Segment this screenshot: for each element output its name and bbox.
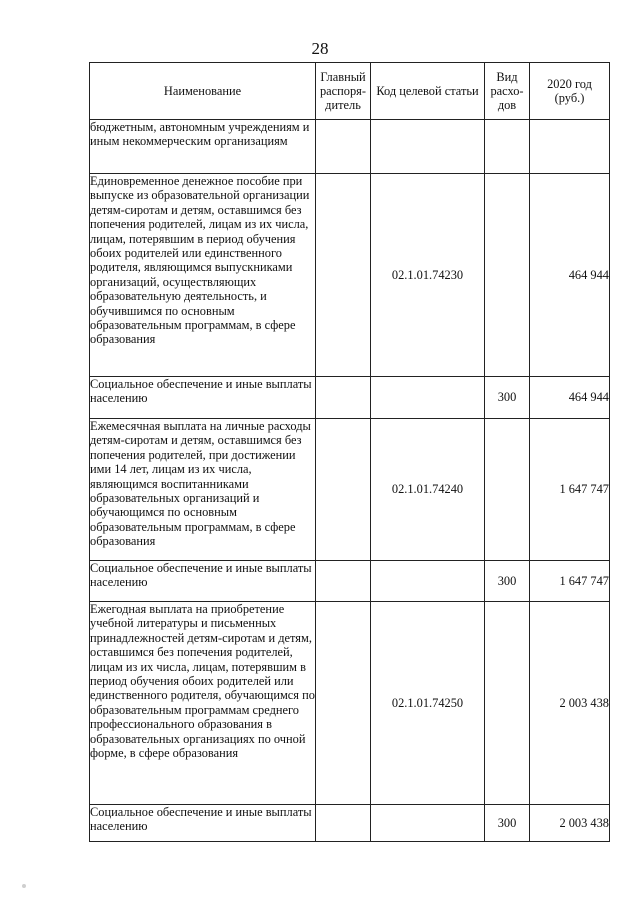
table-row bbox=[90, 120, 610, 174]
row-code-cell: 02.1.01.74230 bbox=[371, 174, 485, 377]
budget-table bbox=[89, 62, 610, 842]
header-code: Код целевой статьи bbox=[371, 63, 485, 120]
row-sum-cell bbox=[530, 120, 610, 174]
row-name-cell: Социальное обеспечение и иные выплаты населению bbox=[90, 377, 316, 419]
row-code-cell bbox=[371, 561, 485, 602]
row-name-cell: Социальное обеспечение и иные выплаты населению bbox=[90, 561, 316, 602]
row-admin-cell bbox=[316, 174, 371, 377]
table-row bbox=[90, 419, 610, 561]
scan-speck bbox=[22, 884, 26, 888]
row-admin-cell bbox=[316, 120, 371, 174]
row-type-cell bbox=[485, 419, 530, 561]
row-admin-cell bbox=[316, 805, 371, 842]
row-sum-cell: 2 003 438 bbox=[530, 805, 610, 842]
row-code-cell bbox=[371, 120, 485, 174]
row-admin-cell bbox=[316, 377, 371, 419]
row-admin-cell bbox=[316, 561, 371, 602]
row-name-cell: Социальное обеспечение и иные выплаты населению bbox=[90, 805, 316, 842]
row-sum-cell: 464 944 bbox=[530, 174, 610, 377]
header-name: Наименование bbox=[90, 63, 316, 120]
row-name-cell: Ежегодная выплата на приобретение учебной литературы и письменных принадлежностей детям-сиротам и детям, оставшимся без попечения родителей, лицам из их числа, лицам, потерявшим в период обучения обоих родителей или единственного родителя, обучающимся по образовательным программам среднего профессионального образования в образовательных организациях по очной форме, в сфере образования bbox=[90, 602, 316, 805]
row-name-cell: Единовременное денежное пособие при выпуске из образовательной организации детям-сиротам и детям, оставшимся без попечения родителей, лицам из их числа, лицам, потерявшим в период обучения обоих родителей или единственного родителя, являющимся выпускниками организаций, осуществляющих образовательную деятельность, и обучившимся по основным образовательным программам, в сфере образования bbox=[90, 174, 316, 377]
row-type-cell: 300 bbox=[485, 377, 530, 419]
table-row bbox=[90, 174, 610, 377]
row-type-cell: 300 bbox=[485, 805, 530, 842]
header-admin: Главный распоря-дитель bbox=[316, 63, 371, 120]
row-type-cell bbox=[485, 120, 530, 174]
row-admin-cell bbox=[316, 602, 371, 805]
row-code-cell: 02.1.01.74240 bbox=[371, 419, 485, 561]
row-admin-cell bbox=[316, 419, 371, 561]
row-sum-cell: 1 647 747 bbox=[530, 419, 610, 561]
row-code-cell bbox=[371, 377, 485, 419]
table-row bbox=[90, 561, 610, 602]
row-type-cell: 300 bbox=[485, 561, 530, 602]
row-name-cell: Ежемесячная выплата на личные расходы детям-сиротам и детям, оставшимся без попечения родителей, при достижении ими 14 лет, лицам из их числа, являющимся воспитанниками образовательных организаций и обучающимся по основным образовательным программам, в сфере образования bbox=[90, 419, 316, 561]
row-code-cell: 02.1.01.74250 bbox=[371, 602, 485, 805]
row-type-cell bbox=[485, 602, 530, 805]
table-row bbox=[90, 602, 610, 805]
row-name-cell: бюджетным, автономным учреждениям и иным некоммерческим организациям bbox=[90, 120, 316, 174]
row-type-cell bbox=[485, 174, 530, 377]
table-header-row bbox=[90, 63, 610, 120]
header-sum: 2020 год (руб.) bbox=[530, 63, 610, 120]
header-type: Вид расхо-дов bbox=[485, 63, 530, 120]
row-code-cell bbox=[371, 805, 485, 842]
row-sum-cell: 464 944 bbox=[530, 377, 610, 419]
row-sum-cell: 1 647 747 bbox=[530, 561, 610, 602]
row-sum-cell: 2 003 438 bbox=[530, 602, 610, 805]
table-row bbox=[90, 377, 610, 419]
table-row bbox=[90, 805, 610, 842]
page-number: 28 bbox=[311, 39, 329, 58]
